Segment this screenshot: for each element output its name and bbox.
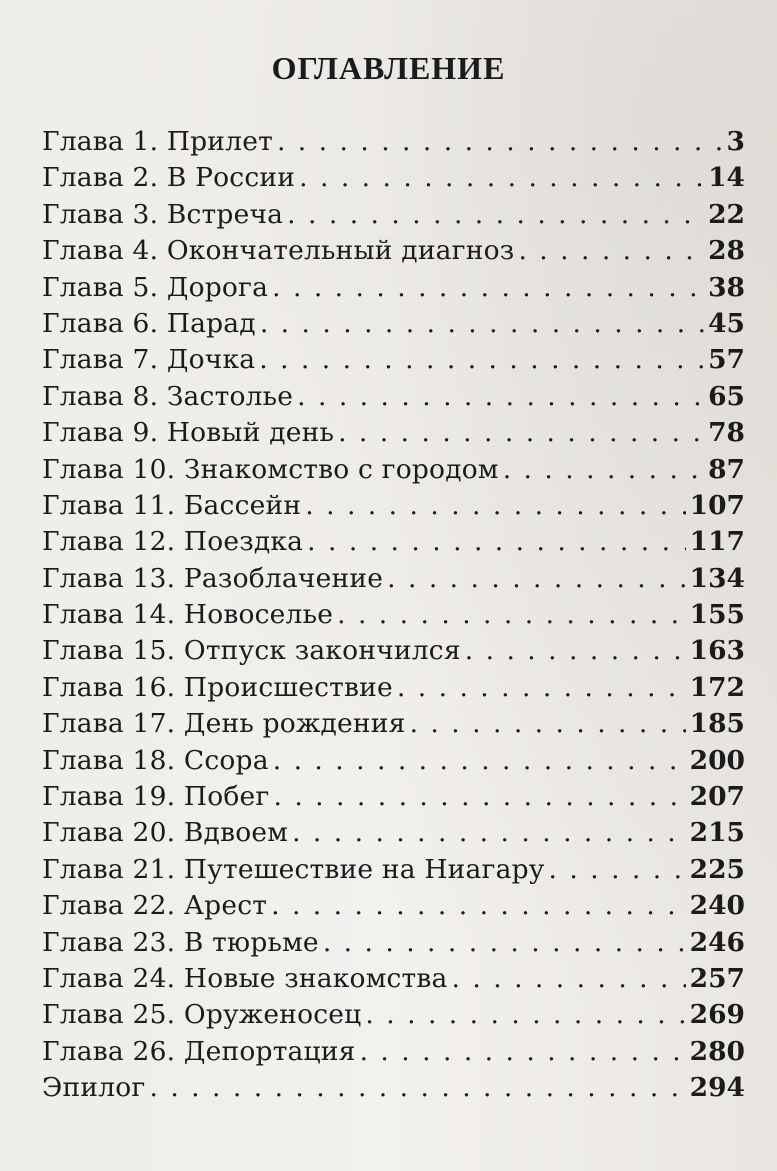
toc-dot-leader bbox=[292, 815, 686, 851]
toc-entry bbox=[42, 306, 745, 342]
toc-entry bbox=[42, 342, 745, 378]
toc-entry bbox=[42, 233, 745, 269]
toc-dot-leader bbox=[360, 1034, 686, 1070]
toc-entry-label: Глава 9. Новый день bbox=[42, 417, 335, 449]
page-title: ОГЛАВЛЕНИЕ bbox=[271, 50, 506, 86]
toc-entry-label: Глава 19. Побег bbox=[42, 781, 270, 813]
toc-dot-leader bbox=[273, 779, 685, 815]
toc-entry-label: Глава 11. Бассейн bbox=[42, 489, 302, 521]
toc-dot-leader bbox=[410, 706, 686, 742]
toc-entry-page-number: 28 bbox=[708, 235, 745, 267]
toc-entry-page-number: 294 bbox=[689, 1072, 745, 1104]
toc-dot-leader bbox=[271, 888, 686, 924]
toc-entry-page-number: 65 bbox=[708, 380, 745, 412]
toc-entry-label: Глава 5. Дорога bbox=[42, 271, 269, 303]
toc-entry-label: Глава 6. Парад bbox=[42, 307, 256, 339]
toc-entry bbox=[42, 997, 745, 1033]
toc-entry-page-number: 57 bbox=[708, 344, 745, 376]
toc-entry bbox=[42, 815, 745, 851]
toc-entry-label: Глава 13. Разоблачение bbox=[42, 562, 384, 594]
toc-entry-label: Глава 16. Происшествие bbox=[42, 671, 393, 703]
toc-entry-page-number: 155 bbox=[689, 599, 745, 631]
toc-entry-label: Глава 1. Прилет bbox=[42, 126, 273, 157]
toc-dot-leader bbox=[365, 997, 685, 1033]
toc-entry bbox=[42, 706, 745, 742]
toc-entry bbox=[42, 888, 745, 924]
toc-entry-page-number: 280 bbox=[689, 1035, 745, 1067]
toc-dot-leader bbox=[305, 488, 685, 524]
toc-entry-label: Глава 7. Дочка bbox=[42, 344, 256, 376]
toc-entry-page-number: 225 bbox=[689, 853, 745, 885]
toc-dot-leader bbox=[397, 670, 686, 706]
toc-dot-leader bbox=[323, 925, 686, 961]
toc-dot-leader bbox=[299, 160, 704, 196]
toc-entry-page-number: 3 bbox=[726, 126, 745, 157]
toc-dot-leader bbox=[337, 597, 686, 633]
toc-entry-page-number: 163 bbox=[689, 635, 745, 667]
toc-entry-label: Глава 3. Встреча bbox=[42, 198, 284, 230]
toc-entry-page-number: 269 bbox=[689, 999, 745, 1031]
toc-entry bbox=[42, 524, 745, 560]
toc-entry-page-number: 207 bbox=[689, 781, 745, 813]
toc-dot-leader bbox=[465, 633, 686, 669]
toc-dot-leader bbox=[503, 452, 704, 488]
toc-dot-leader bbox=[273, 743, 686, 779]
table-of-contents bbox=[42, 124, 745, 1107]
toc-entry bbox=[42, 743, 745, 779]
toc-entry bbox=[42, 961, 745, 997]
toc-dot-leader bbox=[297, 379, 704, 415]
toc-entry-label: Глава 15. Отпуск закончился bbox=[42, 635, 461, 667]
toc-dot-leader bbox=[260, 306, 704, 342]
toc-entry-label: Глава 4. Окончательный диагноз bbox=[42, 235, 515, 267]
toc-entry bbox=[42, 1034, 745, 1070]
toc-entry-label: Глава 25. Оруженосец bbox=[42, 999, 362, 1031]
toc-entry-label: Глава 14. Новоселье bbox=[42, 599, 334, 631]
toc-dot-leader bbox=[338, 415, 704, 451]
toc-dot-leader bbox=[277, 124, 723, 160]
toc-entry-label: Глава 17. День рождения bbox=[42, 708, 406, 740]
toc-entry bbox=[42, 415, 745, 451]
toc-entry-label: Глава 8. Застолье bbox=[42, 380, 294, 412]
toc-dot-leader bbox=[518, 233, 704, 269]
toc-entry-page-number: 22 bbox=[708, 198, 745, 230]
toc-entry-page-number: 200 bbox=[689, 744, 745, 776]
toc-entry-page-number: 38 bbox=[708, 271, 745, 303]
toc-dot-leader bbox=[387, 561, 686, 597]
toc-entry-label: Глава 21. Путешествие на Ниагару bbox=[42, 853, 545, 885]
toc-entry-page-number: 172 bbox=[689, 671, 745, 703]
toc-entry bbox=[42, 561, 745, 597]
toc-entry bbox=[42, 633, 745, 669]
toc-entry-page-number: 78 bbox=[708, 417, 745, 449]
toc-entry-page-number: 107 bbox=[689, 489, 745, 521]
toc-entry bbox=[42, 379, 745, 415]
toc-entry-label: Глава 22. Арест bbox=[42, 890, 268, 922]
toc-entry bbox=[42, 925, 745, 961]
toc-entry bbox=[42, 852, 745, 888]
toc-entry bbox=[42, 452, 745, 488]
toc-entry-page-number: 240 bbox=[689, 890, 745, 922]
toc-entry bbox=[42, 670, 745, 706]
toc-entry-label: Глава 2. В России bbox=[42, 162, 296, 194]
toc-entry-page-number: 246 bbox=[689, 926, 745, 958]
toc-entry-label: Эпилог bbox=[42, 1072, 146, 1104]
toc-entry-label: Глава 24. Новые знакомства bbox=[42, 962, 448, 994]
toc-entry-page-number: 257 bbox=[689, 962, 745, 994]
toc-dot-leader bbox=[287, 197, 704, 233]
toc-entry bbox=[42, 488, 745, 524]
toc-entry-page-number: 117 bbox=[689, 526, 745, 558]
toc-entry bbox=[42, 160, 745, 196]
toc-dot-leader bbox=[549, 852, 686, 888]
toc-entry-page-number: 14 bbox=[708, 162, 745, 194]
toc-dot-leader bbox=[272, 270, 704, 306]
toc-entry-page-number: 134 bbox=[689, 562, 745, 594]
toc-entry-label: Глава 23. В тюрьме bbox=[42, 926, 319, 958]
toc-entry-label: Глава 20. Вдвоем bbox=[42, 817, 289, 849]
toc-entry bbox=[42, 597, 745, 633]
toc-entry-page-number: 45 bbox=[708, 307, 745, 339]
toc-entry bbox=[42, 197, 745, 233]
toc-entry-page-number: 185 bbox=[689, 708, 745, 740]
toc-dot-leader bbox=[307, 524, 686, 560]
toc-entry-page-number: 215 bbox=[689, 817, 745, 849]
toc-dot-leader bbox=[452, 961, 686, 997]
toc-dot-leader bbox=[259, 342, 704, 378]
toc-entry-label: Глава 18. Ссора bbox=[42, 744, 269, 776]
toc-entry-label: Глава 12. Поездка bbox=[42, 526, 304, 558]
toc-entry-page-number: 87 bbox=[708, 453, 745, 485]
toc-entry bbox=[42, 779, 745, 815]
toc-entry bbox=[42, 1070, 745, 1106]
toc-entry bbox=[42, 124, 745, 160]
toc-dot-leader bbox=[149, 1070, 685, 1106]
toc-entry-label: Глава 26. Депортация bbox=[42, 1035, 356, 1067]
toc-entry bbox=[42, 270, 745, 306]
toc-entry-label: Глава 10. Знакомство с городом bbox=[42, 453, 499, 485]
